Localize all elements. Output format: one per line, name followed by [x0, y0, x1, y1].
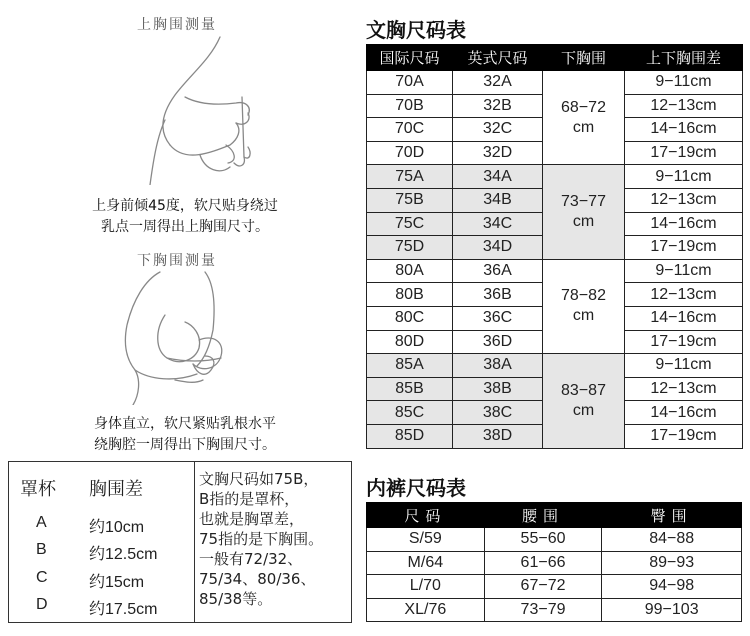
underbust-range: 78−82 — [561, 287, 606, 305]
bra-chart-title: 文胸尺码表 — [366, 18, 466, 42]
underbust-cell — [543, 165, 625, 259]
table-row — [367, 598, 742, 622]
uk-size-cell: 36A — [453, 259, 543, 283]
intl-size-cell: 75D — [367, 236, 453, 260]
uk-size-cell: 32D — [453, 141, 543, 165]
bust-diff-cell: 17−19cm — [625, 141, 743, 165]
header-size: 尺码 — [367, 503, 485, 528]
waist-cell: 73−79 — [484, 598, 602, 622]
underwear-size-table — [366, 502, 742, 622]
cup-letter: D — [36, 596, 48, 613]
bra-size-table — [366, 44, 743, 449]
pants-chart-title: 内裤尺码表 — [366, 476, 466, 500]
table-row — [367, 354, 743, 378]
hip-cell: 84−88 — [602, 528, 742, 552]
lower-bust-figure-illustration — [105, 270, 275, 405]
bust-diff-cell: 14−16cm — [625, 212, 743, 236]
intl-size-cell: 75C — [367, 212, 453, 236]
intl-size-cell: 85D — [367, 424, 453, 448]
bust-diff-cell: 12−13cm — [625, 94, 743, 118]
bust-diff-cell: 14−16cm — [625, 306, 743, 330]
cup-letter: C — [36, 569, 48, 586]
cup-difference: 约12.5cm — [89, 546, 158, 563]
intl-size-cell: 70C — [367, 118, 453, 142]
underbust-unit: cm — [572, 213, 595, 231]
upper-bust-caption — [60, 196, 310, 238]
hip-cell: 89−93 — [602, 551, 742, 575]
table-header-row — [367, 503, 742, 528]
underbust-cell — [543, 71, 625, 165]
intl-size-cell: 70D — [367, 141, 453, 165]
table-row — [367, 165, 743, 189]
intl-size-cell: 80A — [367, 259, 453, 283]
underbust-cell — [543, 354, 625, 448]
underbust-range: 83−87 — [561, 381, 606, 399]
caption-line: 乳点一周得出上胸围尺寸。 — [101, 219, 269, 235]
bust-diff-cell: 9−11cm — [625, 71, 743, 95]
cup-letter: A — [36, 514, 47, 531]
caption-line: 身体直立，软尺紧贴乳根水平 — [94, 416, 276, 432]
uk-size-cell: 32B — [453, 94, 543, 118]
bust-diff-cell: 17−19cm — [625, 424, 743, 448]
bust-diff-cell: 12−13cm — [625, 377, 743, 401]
uk-size-cell: 36D — [453, 330, 543, 354]
intl-size-cell: 70A — [367, 71, 453, 95]
table-row — [367, 259, 743, 283]
cup-difference: 约10cm — [89, 519, 145, 536]
bust-diff-cell: 9−11cm — [625, 259, 743, 283]
intl-size-cell: 85A — [367, 354, 453, 378]
bust-diff-cell: 12−13cm — [625, 188, 743, 212]
intl-size-cell: 80B — [367, 283, 453, 307]
waist-cell: 61−66 — [484, 551, 602, 575]
header-uk-size: 英式尺码 — [453, 45, 543, 71]
intl-size-cell: 70B — [367, 94, 453, 118]
uk-size-cell: 34B — [453, 188, 543, 212]
uk-size-cell: 38D — [453, 424, 543, 448]
intl-size-cell: 80D — [367, 330, 453, 354]
bust-diff-cell: 17−19cm — [625, 236, 743, 260]
cup-difference: 约15cm — [89, 574, 145, 591]
hip-cell: 99−103 — [602, 598, 742, 622]
waist-cell: 55−60 — [484, 528, 602, 552]
lower-bust-title: 下胸围测量 — [137, 253, 217, 269]
uk-size-cell: 38A — [453, 354, 543, 378]
hip-cell: 94−98 — [602, 575, 742, 599]
table-row — [367, 528, 742, 552]
underbust-range: 68−72 — [561, 98, 606, 116]
uk-size-cell: 38B — [453, 377, 543, 401]
intl-size-cell: 75A — [367, 165, 453, 189]
underbust-cell — [543, 259, 625, 353]
bust-diff-cell: 9−11cm — [625, 165, 743, 189]
cup-difference: 约17.5cm — [89, 601, 158, 618]
intl-size-cell: 85C — [367, 401, 453, 425]
uk-size-cell: 38C — [453, 401, 543, 425]
uk-size-cell: 34D — [453, 236, 543, 260]
size-cell: M/64 — [367, 551, 485, 575]
intl-size-cell: 75B — [367, 188, 453, 212]
upper-bust-figure-illustration — [140, 35, 290, 185]
underbust-unit: cm — [572, 401, 595, 419]
underbust-range: 73−77 — [561, 193, 606, 211]
caption-line: 上身前倾45度，软尺贴身绕过 — [92, 198, 278, 214]
bust-diff-cell: 14−16cm — [625, 118, 743, 142]
header-underbust: 下胸围 — [543, 45, 625, 71]
cup-letter: B — [36, 541, 47, 558]
uk-size-cell: 36B — [453, 283, 543, 307]
bust-difference-header: 胸围差 — [89, 479, 143, 500]
upper-bust-title: 上胸围测量 — [137, 17, 217, 33]
cup-table-divider — [194, 462, 195, 622]
uk-size-cell: 34C — [453, 212, 543, 236]
header-waist: 腰围 — [484, 503, 602, 528]
uk-size-cell: 34A — [453, 165, 543, 189]
size-cell: XL/76 — [367, 598, 485, 622]
uk-size-cell: 36C — [453, 306, 543, 330]
waist-cell: 67−72 — [484, 575, 602, 599]
cup-header: 罩杯 — [20, 479, 56, 500]
size-cell: S/59 — [367, 528, 485, 552]
bust-diff-cell: 12−13cm — [625, 283, 743, 307]
header-hip: 臀围 — [602, 503, 742, 528]
table-row — [367, 551, 742, 575]
intl-size-cell: 80C — [367, 306, 453, 330]
header-intl-size: 国际尺码 — [367, 45, 453, 71]
caption-line: 绕胸腔一周得出下胸围尺寸。 — [94, 437, 276, 453]
uk-size-cell: 32C — [453, 118, 543, 142]
table-row — [367, 575, 742, 599]
table-header-row — [367, 45, 743, 71]
intl-size-cell: 85B — [367, 377, 453, 401]
lower-bust-caption — [60, 414, 310, 456]
bust-diff-cell: 9−11cm — [625, 354, 743, 378]
bust-diff-cell: 14−16cm — [625, 401, 743, 425]
underbust-unit: cm — [572, 307, 595, 325]
table-row — [367, 71, 743, 95]
underbust-unit: cm — [572, 118, 595, 136]
header-bust-difference: 上下胸围差 — [625, 45, 743, 71]
uk-size-cell: 32A — [453, 71, 543, 95]
size-cell: L/70 — [367, 575, 485, 599]
size-explanation-note: 文胸尺码如75B， B指的是罩杯， 也就是胸罩差， 75指的是下胸围。 一般有72/32、 75/34、80/36、 85/38等。 — [199, 470, 324, 608]
bust-diff-cell: 17−19cm — [625, 330, 743, 354]
